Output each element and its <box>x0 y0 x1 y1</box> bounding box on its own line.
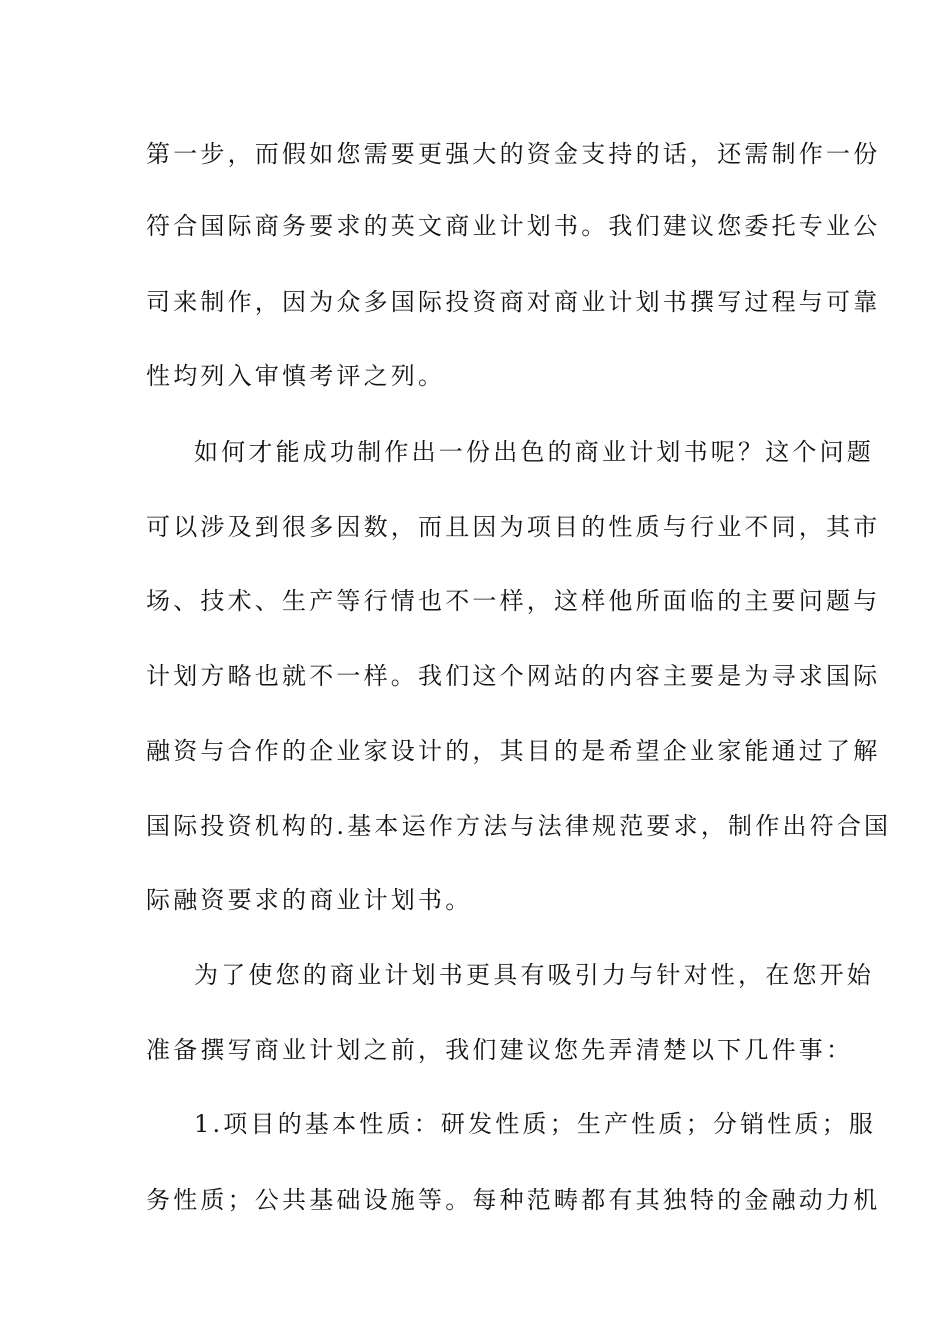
paragraph-4-line-1: 1.项目的基本性质：研发性质；生产性质；分销性质；服 <box>194 1110 877 1138</box>
paragraph-1-line-1: 第一步，而假如您需要更强大的资金支持的话，还需制作一份 <box>146 140 881 168</box>
paragraph-1-line-4: 性均列入审慎考评之列。 <box>146 362 446 390</box>
paragraph-3-line-2: 准备撰写商业计划之前，我们建议您先弄清楚以下几件事： <box>146 1036 854 1064</box>
paragraph-2-line-7: 际融资要求的商业计划书。 <box>146 886 473 914</box>
paragraph-1-line-3: 司来制作，因为众多国际投资商对商业计划书撰写过程与可靠 <box>146 288 881 316</box>
paragraph-1-line-2: 符合国际商务要求的英文商业计划书。我们建议您委托专业公 <box>146 212 881 240</box>
paragraph-2-line-2: 可以涉及到很多因数，而且因为项目的性质与行业不同，其市 <box>146 513 881 541</box>
paragraph-2-line-1: 如何才能成功制作出一份出色的商业计划书呢？这个问题 <box>194 438 874 466</box>
paragraph-2-line-3: 场、技术、生产等行情也不一样，这样他所面临的主要问题与 <box>146 587 881 615</box>
paragraph-4-line-2: 务性质；公共基础设施等。每种范畴都有其独特的金融动力机 <box>146 1186 881 1214</box>
paragraph-2-line-5: 融资与合作的企业家设计的，其目的是希望企业家能通过了解 <box>146 737 881 765</box>
paragraph-3-line-1: 为了使您的商业计划书更具有吸引力与针对性，在您开始 <box>194 961 874 989</box>
paragraph-2-line-4: 计划方略也就不一样。我们这个网站的内容主要是为寻求国际 <box>146 662 881 690</box>
paragraph-2-line-6: 国际投资机构的.基本运作方法与法律规范要求，制作出符合国 <box>146 812 892 840</box>
